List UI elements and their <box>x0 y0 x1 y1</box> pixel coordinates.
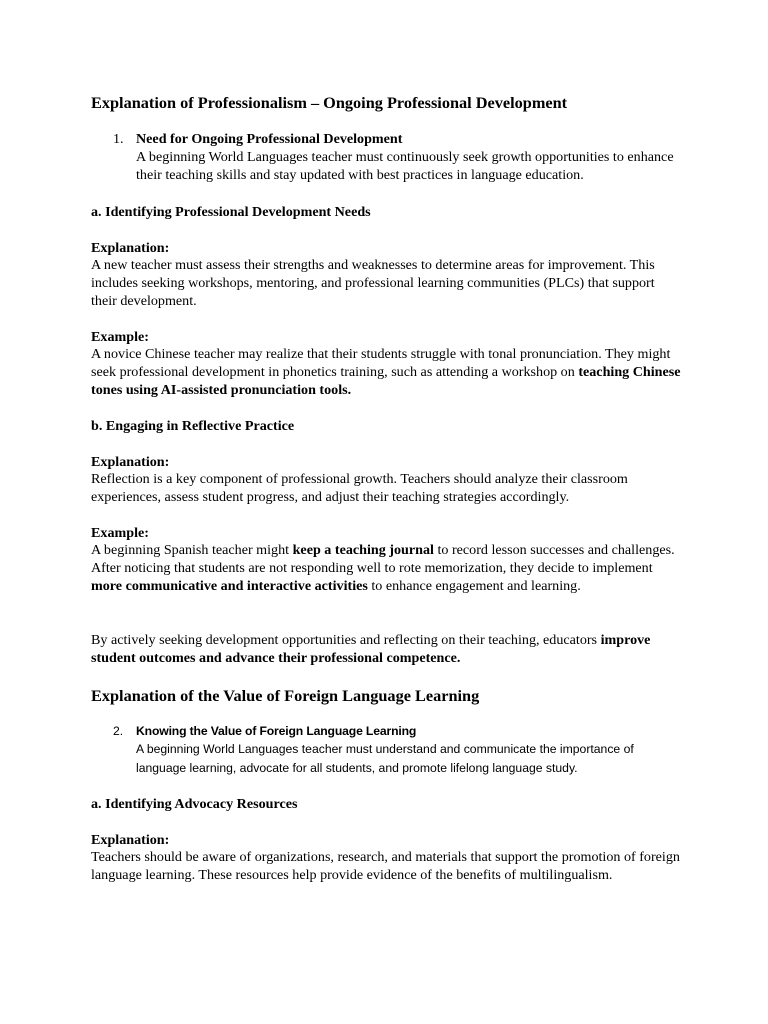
example-text: A novice Chinese teacher may realize that their students struggle with tonal pronunciation. They might seek professional development in phonetics training, such as attending a workshop on <box>91 346 671 380</box>
example-emphasis: teaching Chinese tones using AI-assisted pronunciation tools. <box>91 363 681 398</box>
example-label: Example: <box>91 525 149 541</box>
explanation-label: Explanation: <box>91 240 170 256</box>
list-item-text: A beginning World Languages teacher must understand and communicate the importance of language learning, advocate for all students, and promote lifelong language study. <box>136 742 634 775</box>
numbered-item-2 <box>91 722 681 778</box>
example-text: to record lesson successes and challenges. After noticing that students are not responding well to rote memorization, they decide to implement <box>91 542 675 576</box>
example-label: Example: <box>91 329 149 345</box>
subheading-reflective-practice: b. Engaging in Reflective Practice <box>91 418 295 434</box>
explanation-label: Explanation: <box>91 832 170 848</box>
explanation-paragraph: A new teacher must assess their strengths and weaknesses to determine areas for improvement. This includes seeking workshops, mentoring, and professional learning communities (PLCs) that support their development. <box>91 257 655 309</box>
list-number: 1. <box>113 131 124 147</box>
list-item-title: Need for Ongoing Professional Development <box>136 131 403 147</box>
conclusion-emphasis: improve student outcomes and advance their professional competence. <box>91 632 651 666</box>
list-number: 2. <box>113 724 124 738</box>
conclusion-paragraph <box>91 632 681 668</box>
explanation-paragraph: Teachers should be aware of organizations, research, and materials that support the promotion of foreign language learning. These resources help provide evidence of the benefits of multilingualism. <box>91 849 680 883</box>
list-item-text: A beginning World Languages teacher must continuously seek growth opportunities to enhance their teaching skills and stay updated with best practices in language education. <box>136 148 674 183</box>
conclusion-text: By actively seeking development opportunities and reflecting on their teaching, educators <box>91 632 601 648</box>
explanation-label: Explanation: <box>91 454 170 470</box>
example-emphasis: more communicative and interactive activities <box>91 577 368 594</box>
example-paragraph <box>91 346 681 399</box>
section-heading-value-of-language: Explanation of the Value of Foreign Language Learning <box>91 686 480 705</box>
list-item-title: Knowing the Value of Foreign Language Learning <box>136 724 417 738</box>
example-paragraph <box>91 542 681 595</box>
numbered-item-1 <box>91 131 681 185</box>
subheading-advocacy-resources: a. Identifying Advocacy Resources <box>91 796 298 812</box>
list-item-body <box>136 131 681 184</box>
section-heading-professionalism: Explanation of Professionalism – Ongoing Professional Development <box>91 93 568 112</box>
example-text: A beginning Spanish teacher might <box>91 542 293 558</box>
example-text: to enhance engagement and learning. <box>367 577 581 594</box>
subheading-identifying-pd-needs: a. Identifying Professional Development Needs <box>91 204 371 220</box>
list-item-body <box>136 722 681 777</box>
example-emphasis: keep a teaching journal <box>292 542 434 558</box>
explanation-paragraph: Reflection is a key component of professional growth. Teachers should analyze their classroom experiences, assess student progress, and adjust their teaching strategies accordingly. <box>91 471 628 505</box>
